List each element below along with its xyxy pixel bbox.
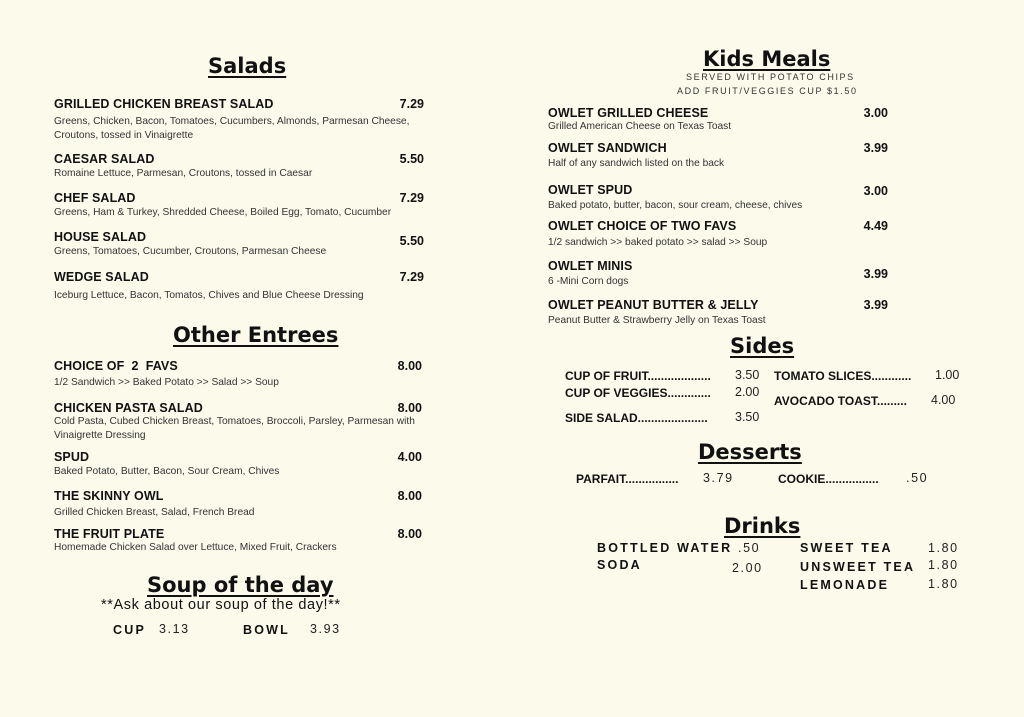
side-item-name: TOMATO SLICES............ — [774, 369, 912, 383]
item-price: 3.99 — [863, 141, 888, 155]
item-price: 3.99 — [863, 267, 888, 281]
item-name: CHOICE OF 2 FAVS — [54, 359, 178, 373]
kids-heading: Kids Meals — [703, 47, 831, 71]
side-item-price: 3.50 — [735, 368, 760, 382]
drink-item-name: BOTTLED WATER — [597, 541, 733, 555]
desserts-heading: Desserts — [698, 440, 802, 464]
menu-item — [54, 401, 424, 442]
item-description: Grilled Chicken Breast, Salad, French Bread — [54, 507, 255, 518]
item-price: 3.00 — [863, 184, 888, 198]
item-price: 5.50 — [399, 234, 424, 248]
item-name: OWLET SANDWICH — [548, 141, 667, 155]
item-name: GRILLED CHICKEN BREAST SALAD — [54, 97, 274, 111]
item-name: CHEF SALAD — [54, 191, 136, 205]
side-item-price: 1.00 — [935, 368, 960, 382]
item-name: CHICKEN PASTA SALAD — [54, 401, 203, 415]
menu-item — [54, 527, 424, 555]
item-name: HOUSE SALAD — [54, 230, 147, 244]
dessert-item-name: COOKIE................ — [778, 472, 879, 486]
drink-item-name: SODA — [597, 558, 642, 572]
item-price: 3.99 — [863, 298, 888, 312]
item-description: Iceburg Lettuce, Bacon, Tomatos, Chives and Blue Cheese Dressing — [54, 290, 364, 301]
menu-item — [54, 270, 424, 303]
item-name: OWLET GRILLED CHEESE — [548, 106, 709, 120]
item-description: Greens, Tomatoes, Cucumber, Croutons, Parmesan Cheese — [54, 246, 327, 257]
item-price: 4.49 — [863, 219, 888, 233]
item-description: Romaine Lettuce, Parmesan, Croutons, tossed in Caesar — [54, 168, 313, 179]
side-item-name: CUP OF FRUIT................... — [565, 369, 711, 383]
drink-item-price: 1.80 — [928, 577, 959, 591]
drink-item-price: 1.80 — [928, 558, 959, 572]
item-name: OWLET MINIS — [548, 259, 633, 273]
item-name: OWLET PEANUT BUTTER & JELLY — [548, 298, 759, 312]
item-price: 7.29 — [399, 97, 424, 111]
soup-cup-label: CUP — [113, 623, 146, 637]
kids-subtitle-1: SERVED WITH POTATO CHIPS — [686, 72, 855, 82]
item-name: OWLET CHOICE OF TWO FAVS — [548, 219, 737, 233]
item-name: CAESAR SALAD — [54, 152, 155, 166]
side-item-name: SIDE SALAD..................... — [565, 411, 708, 425]
item-description: Homemade Chicken Salad over Lettuce, Mixed Fruit, Crackers — [54, 542, 337, 553]
soup-bowl-price: 3.93 — [310, 622, 341, 636]
menu-item — [548, 298, 888, 328]
drink-item-name: UNSWEET TEA — [800, 560, 916, 574]
menu-item — [548, 259, 888, 289]
menu-item — [548, 219, 888, 250]
drinks-heading: Drinks — [724, 514, 801, 538]
drink-item-price: 2.00 — [732, 561, 763, 575]
dessert-item-name: PARFAIT................ — [576, 472, 679, 486]
side-item-name: AVOCADO TOAST......... — [774, 394, 907, 408]
item-name: THE SKINNY OWL — [54, 489, 164, 503]
item-name: THE FRUIT PLATE — [54, 527, 165, 541]
item-price: 8.00 — [397, 489, 422, 503]
kids-subtitle-2: ADD FRUIT/VEGGIES CUP $1.50 — [677, 86, 858, 96]
item-description: 6 -Mini Corn dogs — [548, 276, 629, 287]
item-description: Baked Potato, Butter, Bacon, Sour Cream, Chives — [54, 466, 280, 477]
menu-item — [54, 450, 424, 479]
side-item-price: 3.50 — [735, 410, 760, 424]
menu-item — [548, 106, 888, 134]
item-name: SPUD — [54, 450, 90, 464]
soup-bowl-label: BOWL — [243, 623, 290, 637]
side-item-price: 2.00 — [735, 385, 760, 399]
menu-item — [548, 141, 888, 171]
item-price: 8.00 — [397, 401, 422, 415]
drink-item-name: LEMONADE — [800, 578, 890, 592]
item-name: OWLET SPUD — [548, 183, 633, 197]
menu-item — [548, 183, 888, 213]
menu-item — [54, 191, 424, 220]
item-description: Baked potato, butter, bacon, sour cream, cheese, chives — [548, 200, 803, 211]
item-name: WEDGE SALAD — [54, 270, 149, 284]
side-item-name: CUP OF VEGGIES............. — [565, 386, 711, 400]
menu-item — [54, 97, 424, 142]
item-price: 7.29 — [399, 191, 424, 205]
drink-item-price: 1.80 — [928, 541, 959, 555]
item-price: 7.29 — [399, 270, 424, 284]
item-description: Cold Pasta, Cubed Chicken Breast, Tomatoes, Broccoli, Parsley, Parmesan with Vinaigrette Dressing — [54, 416, 415, 441]
item-price: 3.00 — [863, 106, 888, 120]
entrees-heading: Other Entrees — [173, 323, 339, 347]
soup-heading: Soup of the day — [147, 573, 334, 597]
menu-item — [54, 152, 424, 181]
item-description: Greens, Ham & Turkey, Shredded Cheese, Boiled Egg, Tomato, Cucumber — [54, 207, 392, 218]
menu-item — [54, 230, 424, 259]
dessert-item-price: .50 — [906, 471, 929, 485]
item-price: 4.00 — [397, 450, 422, 464]
salads-heading: Salads — [208, 54, 287, 78]
item-price: 8.00 — [397, 359, 422, 373]
item-description: Grilled American Cheese on Texas Toast — [548, 121, 732, 132]
item-description: Half of any sandwich listed on the back — [548, 158, 725, 169]
item-description: 1/2 Sandwich >> Baked Potato >> Salad >> Soup — [54, 377, 279, 388]
menu-item — [54, 489, 424, 520]
soup-note: **Ask about our soup of the day!** — [101, 597, 341, 613]
item-description: Greens, Chicken, Bacon, Tomatoes, Cucumbers, Almonds, Parmesan Cheese, Croutons, tossed in Vinaigrette — [54, 116, 410, 141]
item-description: Peanut Butter & Strawberry Jelly on Texas Toast — [548, 315, 766, 326]
drink-item-name: SWEET TEA — [800, 541, 893, 555]
item-description: 1/2 sandwich >> baked potato >> salad >> Soup — [548, 237, 768, 248]
side-item-price: 4.00 — [931, 393, 956, 407]
item-price: 8.00 — [397, 527, 422, 541]
soup-cup-price: 3.13 — [159, 622, 190, 636]
item-price: 5.50 — [399, 152, 424, 166]
drink-item-price: .50 — [738, 541, 761, 555]
menu-item — [54, 359, 424, 390]
dessert-item-price: 3.79 — [703, 471, 734, 485]
sides-heading: Sides — [730, 334, 795, 358]
